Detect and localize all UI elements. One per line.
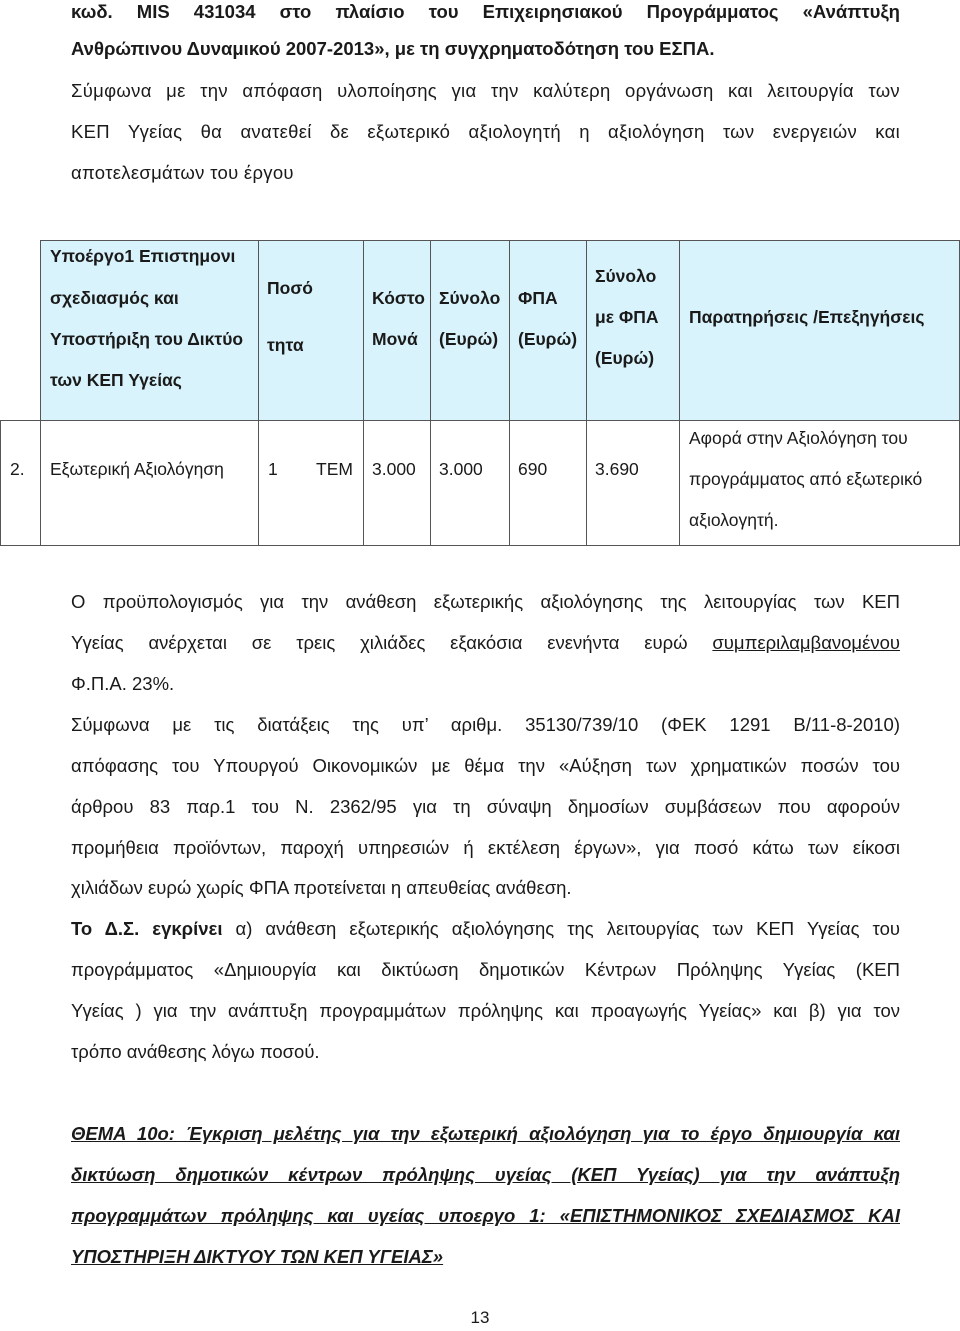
row-unit-cost: 3.000 <box>372 459 416 479</box>
row-notes-cell <box>679 420 960 546</box>
row-description: Εξωτερική Αξιολόγηση <box>50 459 224 479</box>
intro-line-5: αποτελεσμάτων του έργου <box>71 162 294 183</box>
row-total-with-vat: 3.690 <box>595 459 639 479</box>
header-total-with-vat-line-3: (Ευρώ) <box>595 348 655 368</box>
budget-line-2-text: Υγείας ανέρχεται σε τρεις χιλιάδες εξακόσια ενενήντα ευρώ <box>71 632 688 653</box>
header-quantity-line-2: τητα <box>267 335 304 355</box>
header-notes-label: Παρατηρήσεις /Επεξηγήσεις <box>689 307 925 327</box>
header-vat <box>509 240 587 421</box>
decision-line-1-text: α) ανάθεση εξωτερικής αξιολόγησης της λειτουργίας των ΚΕΠ Υγείας του <box>235 918 901 939</box>
header-quantity-line-1: Ποσό <box>267 278 313 298</box>
budget-line-1: Ο προϋπολογισμός για την ανάθεση εξωτερικής αξιολόγησης της λειτουργίας των ΚΕΠ <box>71 591 900 612</box>
header-vat-line-1: ΦΠΑ <box>518 288 558 308</box>
topic-line-2: δικτύωση δημοτικών κέντρων πρόληψης υγείας (ΚΕΠ Υγείας) για την ανάπτυξη <box>71 1164 900 1185</box>
header-total-line-1: Σύνολο <box>439 288 501 308</box>
legal-line-2: απόφασης του Υπουργού Οικονομικών με θέμα την «Αύξηση των χρηματικών ποσών του <box>71 755 900 776</box>
header-total-with-vat-line-1: Σύνολο <box>595 266 657 286</box>
header-total-with-vat-line-2: με ΦΠΑ <box>595 307 659 327</box>
row-notes-line-3: αξιολογητή. <box>689 510 779 530</box>
row-number-cell <box>0 420 41 546</box>
legal-line-3: άρθρου 83 παρ.1 του Ν. 2362/95 για τη σύναψη δημοσίων συμβάσεων που αφορούν <box>71 796 900 817</box>
budget-line-2 <box>71 631 900 655</box>
row-total: 3.000 <box>439 459 483 479</box>
row-qty-cell <box>258 420 364 546</box>
topic-line-3: προγραμμάτων πρόληψης και υγείας υποεργο 1: «ΕΠΙΣΤΗΜΟΝΙΚΟΣ ΣΧΕΔΙΑΣΜΟΣ ΚΑΙ <box>71 1205 900 1226</box>
topic-line-4: ΥΠΟΣΤΗΡΙΞΗ ΔΙΚΤΥΟΥ ΤΩΝ ΚΕΠ ΥΓΕΙΑΣ» <box>71 1246 444 1267</box>
header-unit-cost-line-1: Κόστο <box>372 288 425 308</box>
budget-line-3: Φ.Π.Α. 23%. <box>71 673 175 694</box>
header-subproject <box>40 240 259 421</box>
row-desc-cell <box>40 420 259 546</box>
decision-line-4: τρόπο ανάθεσης λόγω ποσού. <box>71 1041 320 1062</box>
header-vat-line-2: (Ευρώ) <box>518 329 578 349</box>
row-number: 2. <box>10 459 25 479</box>
row-total-vat-cell <box>586 420 680 546</box>
row-notes-line-1: Αφορά στην Αξιολόγηση του <box>689 428 908 448</box>
row-notes-line-2: προγράμματος από εξωτερικό <box>689 469 923 489</box>
header-subproject-line-4: των ΚΕΠ Υγείας <box>50 370 182 390</box>
page-number: 13 <box>470 1308 490 1327</box>
header-unit-cost-line-2: Μονά <box>372 329 418 349</box>
intro-line-2: Ανθρώπινου Δυναμικού 2007-2013», με τη συγχρηματοδότηση του ΕΣΠΑ. <box>71 38 715 59</box>
row-vat-cell <box>509 420 587 546</box>
board-approves-label: Το Δ.Σ. εγκρίνει <box>71 918 223 939</box>
header-subproject-line-3: Υποστήριξη του Δικτύο <box>50 329 244 349</box>
row-quantity: 1 <box>268 459 278 479</box>
topic-line-1: ΘΕΜΑ 10ο: Έγκριση μελέτης για την εξωτερική αξιολόγηση για το έργο δημιουργία και <box>71 1123 900 1144</box>
intro-line-4: ΚΕΠ Υγείας θα ανατεθεί δε εξωτερικό αξιολογητή η αξιολόγηση των ενεργειών και <box>71 121 900 142</box>
header-total <box>430 240 510 421</box>
header-total-line-2: (Ευρώ) <box>439 329 499 349</box>
row-unit: ΤΕΜ <box>316 459 353 479</box>
header-quantity <box>258 240 364 421</box>
legal-line-5: χιλιάδων ευρώ χωρίς ΦΠΑ προτείνεται η απευθείας ανάθεση. <box>71 877 572 898</box>
row-cost-cell <box>363 420 431 546</box>
intro-line-1: κωδ. MIS 431034 στο πλαίσιο του Επιχειρησιακού Προγράμματος «Ανάπτυξη <box>71 1 900 22</box>
header-notes <box>679 240 960 421</box>
decision-line-3: Υγείας ) για την ανάπτυξη προγραμμάτων πρόληψης και προαγωγής Υγείας» και β) για τον <box>71 1000 900 1021</box>
row-total-cell <box>430 420 510 546</box>
row-vat: 690 <box>518 459 548 479</box>
header-subproject-line-2: σχεδιασμός και <box>50 288 179 308</box>
legal-line-4: προμήθεια προϊόντων, παροχή υπηρεσιών ή εκτέλεση έργων», για ποσό κάτω των είκοσι <box>71 837 900 858</box>
header-subproject-line-1: Υποέργο1 Επιστημονι <box>50 246 236 266</box>
header-total-with-vat <box>586 240 680 421</box>
intro-line-3: Σύμφωνα με την απόφαση υλοποίησης για την καλύτερη οργάνωση και λειτουργία των <box>71 80 900 101</box>
header-unit-cost <box>363 240 431 421</box>
decision-line-2: προγράμματος «Δημιουργία και δικτύωση δημοτικών Κέντρων Πρόληψης Υγείας (ΚΕΠ <box>71 959 900 980</box>
decision-line-1 <box>71 917 900 941</box>
vat-included-underlined: συμπεριλαμβανομένου <box>712 632 900 653</box>
legal-line-1: Σύμφωνα με τις διατάξεις της υπ’ αριθμ. 35130/739/10 (ΦΕΚ 1291 Β/11-8-2010) <box>71 714 900 735</box>
